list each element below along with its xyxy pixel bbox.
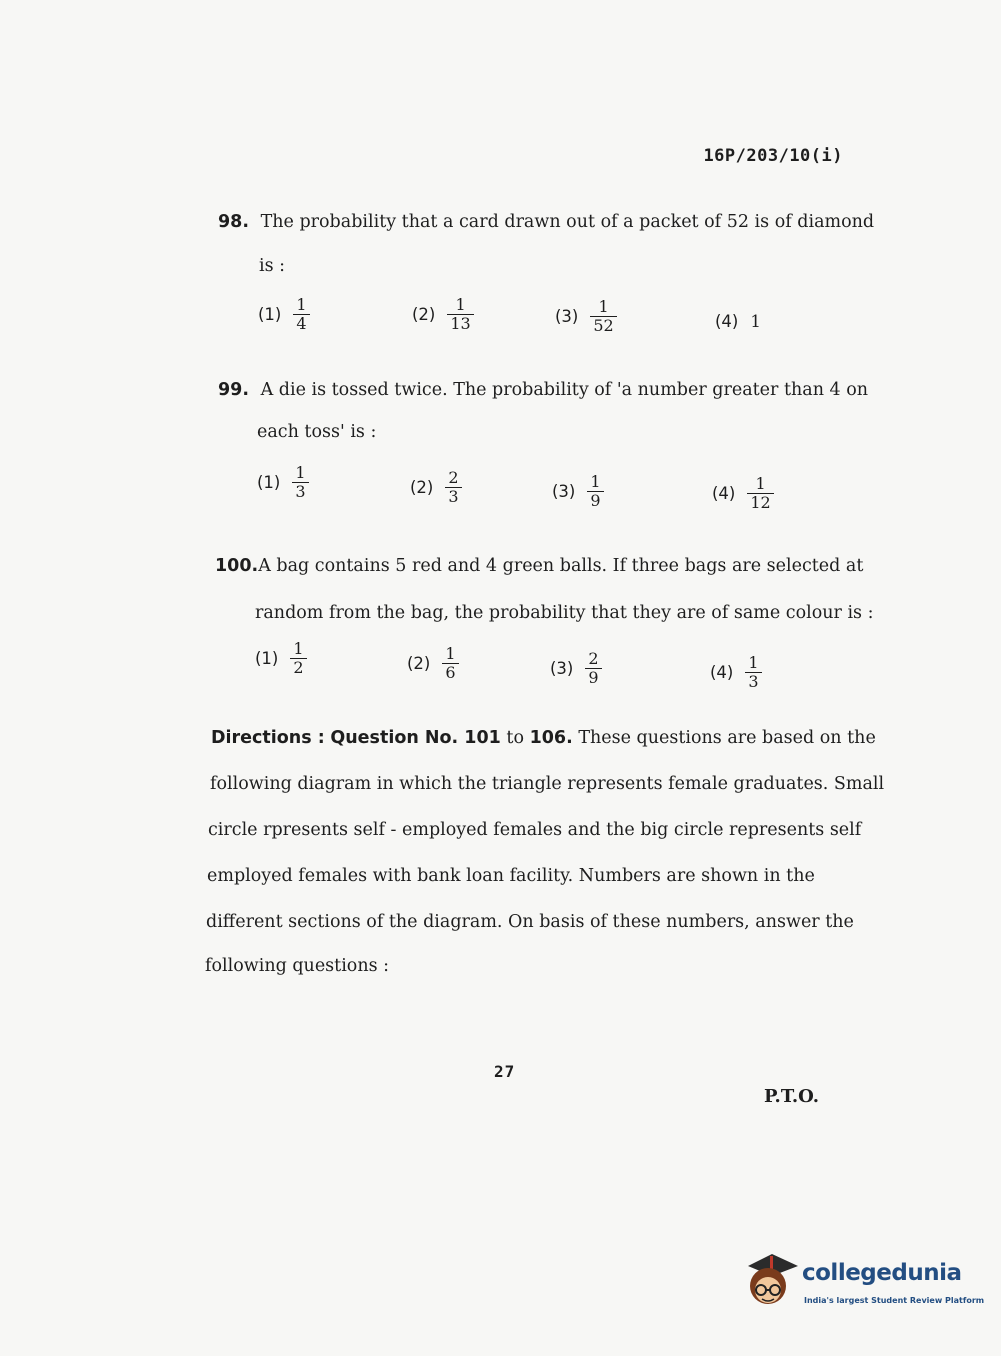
q98-option-1: [258, 296, 310, 333]
fraction-numerator: 1: [590, 472, 601, 491]
fraction-numerator: 1: [598, 297, 609, 316]
option-label: (3): [550, 659, 574, 678]
page-number: 27: [494, 1062, 516, 1081]
q98-option-3: [555, 298, 617, 335]
option-fraction: [292, 464, 308, 501]
directions-line3: circle rpresents self - employed females and the big circle represents self: [208, 820, 862, 840]
option-label: (1): [257, 473, 281, 492]
fraction-denominator: 3: [292, 482, 308, 501]
option-fraction: [585, 650, 601, 687]
question-98-line1: [218, 212, 874, 232]
question-number: 99.: [218, 380, 250, 400]
fraction-numerator: 1: [755, 474, 766, 493]
fraction-denominator: 6: [442, 663, 458, 682]
fraction-numerator: 1: [455, 295, 466, 314]
fraction-denominator: 12: [747, 493, 773, 512]
fraction-denominator: 9: [585, 668, 601, 687]
fraction-denominator: 13: [447, 314, 473, 333]
question-number: 98.: [218, 212, 250, 232]
brand-name: collegedunia: [802, 1260, 962, 1286]
option-fraction: [745, 654, 761, 691]
q100-option-1: [255, 640, 307, 677]
directions-line4: employed females with bank loan facility. Numbers are shown in the: [207, 866, 815, 886]
directions-line5: different sections of the diagram. On basis of these numbers, answer the: [206, 912, 854, 932]
directions-line1: [211, 728, 876, 748]
brand-tagline: India's largest Student Review Platform: [804, 1296, 985, 1305]
directions-to: to: [506, 728, 524, 748]
option-value: 1: [750, 312, 761, 331]
option-label: (2): [407, 654, 431, 673]
fraction-denominator: 3: [445, 487, 461, 506]
option-label: (1): [255, 649, 279, 668]
q99-option-4: [712, 475, 774, 512]
option-fraction: [445, 469, 461, 506]
q98-option-4: [715, 312, 761, 331]
option-fraction: [590, 298, 616, 335]
question-100-line1: [215, 556, 863, 576]
option-label: (2): [410, 478, 434, 497]
question-text: A die is tossed twice. The probability of 'a number greater than 4 on: [260, 380, 869, 400]
question-98-line2: is :: [259, 256, 286, 276]
directions-line6: following questions :: [205, 956, 390, 976]
directions-range-end: 106.: [529, 728, 573, 748]
option-fraction: [747, 475, 773, 512]
option-label: (4): [710, 663, 734, 682]
option-label: (3): [555, 307, 579, 326]
q100-option-3: [550, 650, 602, 687]
fraction-denominator: 3: [745, 672, 761, 691]
pto-label: P.T.O.: [764, 1086, 820, 1107]
paper-code: 16P/203/10(i): [703, 146, 843, 166]
fraction-numerator: 1: [748, 653, 759, 672]
collegedunia-logo: [742, 1252, 985, 1316]
question-100-line2: random from the bag, the probability that they are of same colour is :: [255, 603, 874, 623]
option-label: (1): [258, 305, 282, 324]
option-fraction: [293, 296, 309, 333]
q99-option-2: [410, 469, 462, 506]
q98-option-2: [412, 296, 474, 333]
fraction-numerator: 1: [293, 639, 304, 658]
question-99-line2: each toss' is :: [257, 422, 377, 442]
fraction-denominator: 4: [293, 314, 309, 333]
mascot-icon: [742, 1252, 800, 1316]
directions-line2: following diagram in which the triangle represents female graduates. Small: [210, 774, 885, 794]
fraction-denominator: 52: [590, 316, 616, 335]
option-label: (3): [552, 482, 576, 501]
fraction-denominator: 2: [290, 658, 306, 677]
fraction-denominator: 9: [587, 491, 603, 510]
option-label: (2): [412, 305, 436, 324]
option-fraction: [447, 296, 473, 333]
option-label: (4): [712, 484, 736, 503]
q99-option-3: [552, 473, 604, 510]
q100-option-2: [407, 645, 459, 682]
option-fraction: [442, 645, 458, 682]
fraction-numerator: 1: [296, 295, 307, 314]
question-99-line1: [218, 380, 868, 400]
fraction-numerator: 1: [295, 463, 306, 482]
q99-option-1: [257, 464, 309, 501]
fraction-numerator: 2: [448, 468, 459, 487]
fraction-numerator: 2: [588, 649, 599, 668]
directions-text: These questions are based on the: [578, 728, 876, 748]
q100-option-4: [710, 654, 762, 691]
question-number: 100.: [215, 556, 259, 576]
directions-range-start: Question No. 101: [330, 728, 501, 748]
question-text: A bag contains 5 red and 4 green balls. If three bags are selected at: [258, 556, 864, 576]
directions-label: Directions :: [211, 728, 325, 748]
question-text: The probability that a card drawn out of a packet of 52 is of diamond: [260, 212, 875, 232]
fraction-numerator: 1: [445, 644, 456, 663]
option-fraction: [290, 640, 306, 677]
option-label: (4): [715, 312, 739, 331]
option-fraction: [587, 473, 603, 510]
